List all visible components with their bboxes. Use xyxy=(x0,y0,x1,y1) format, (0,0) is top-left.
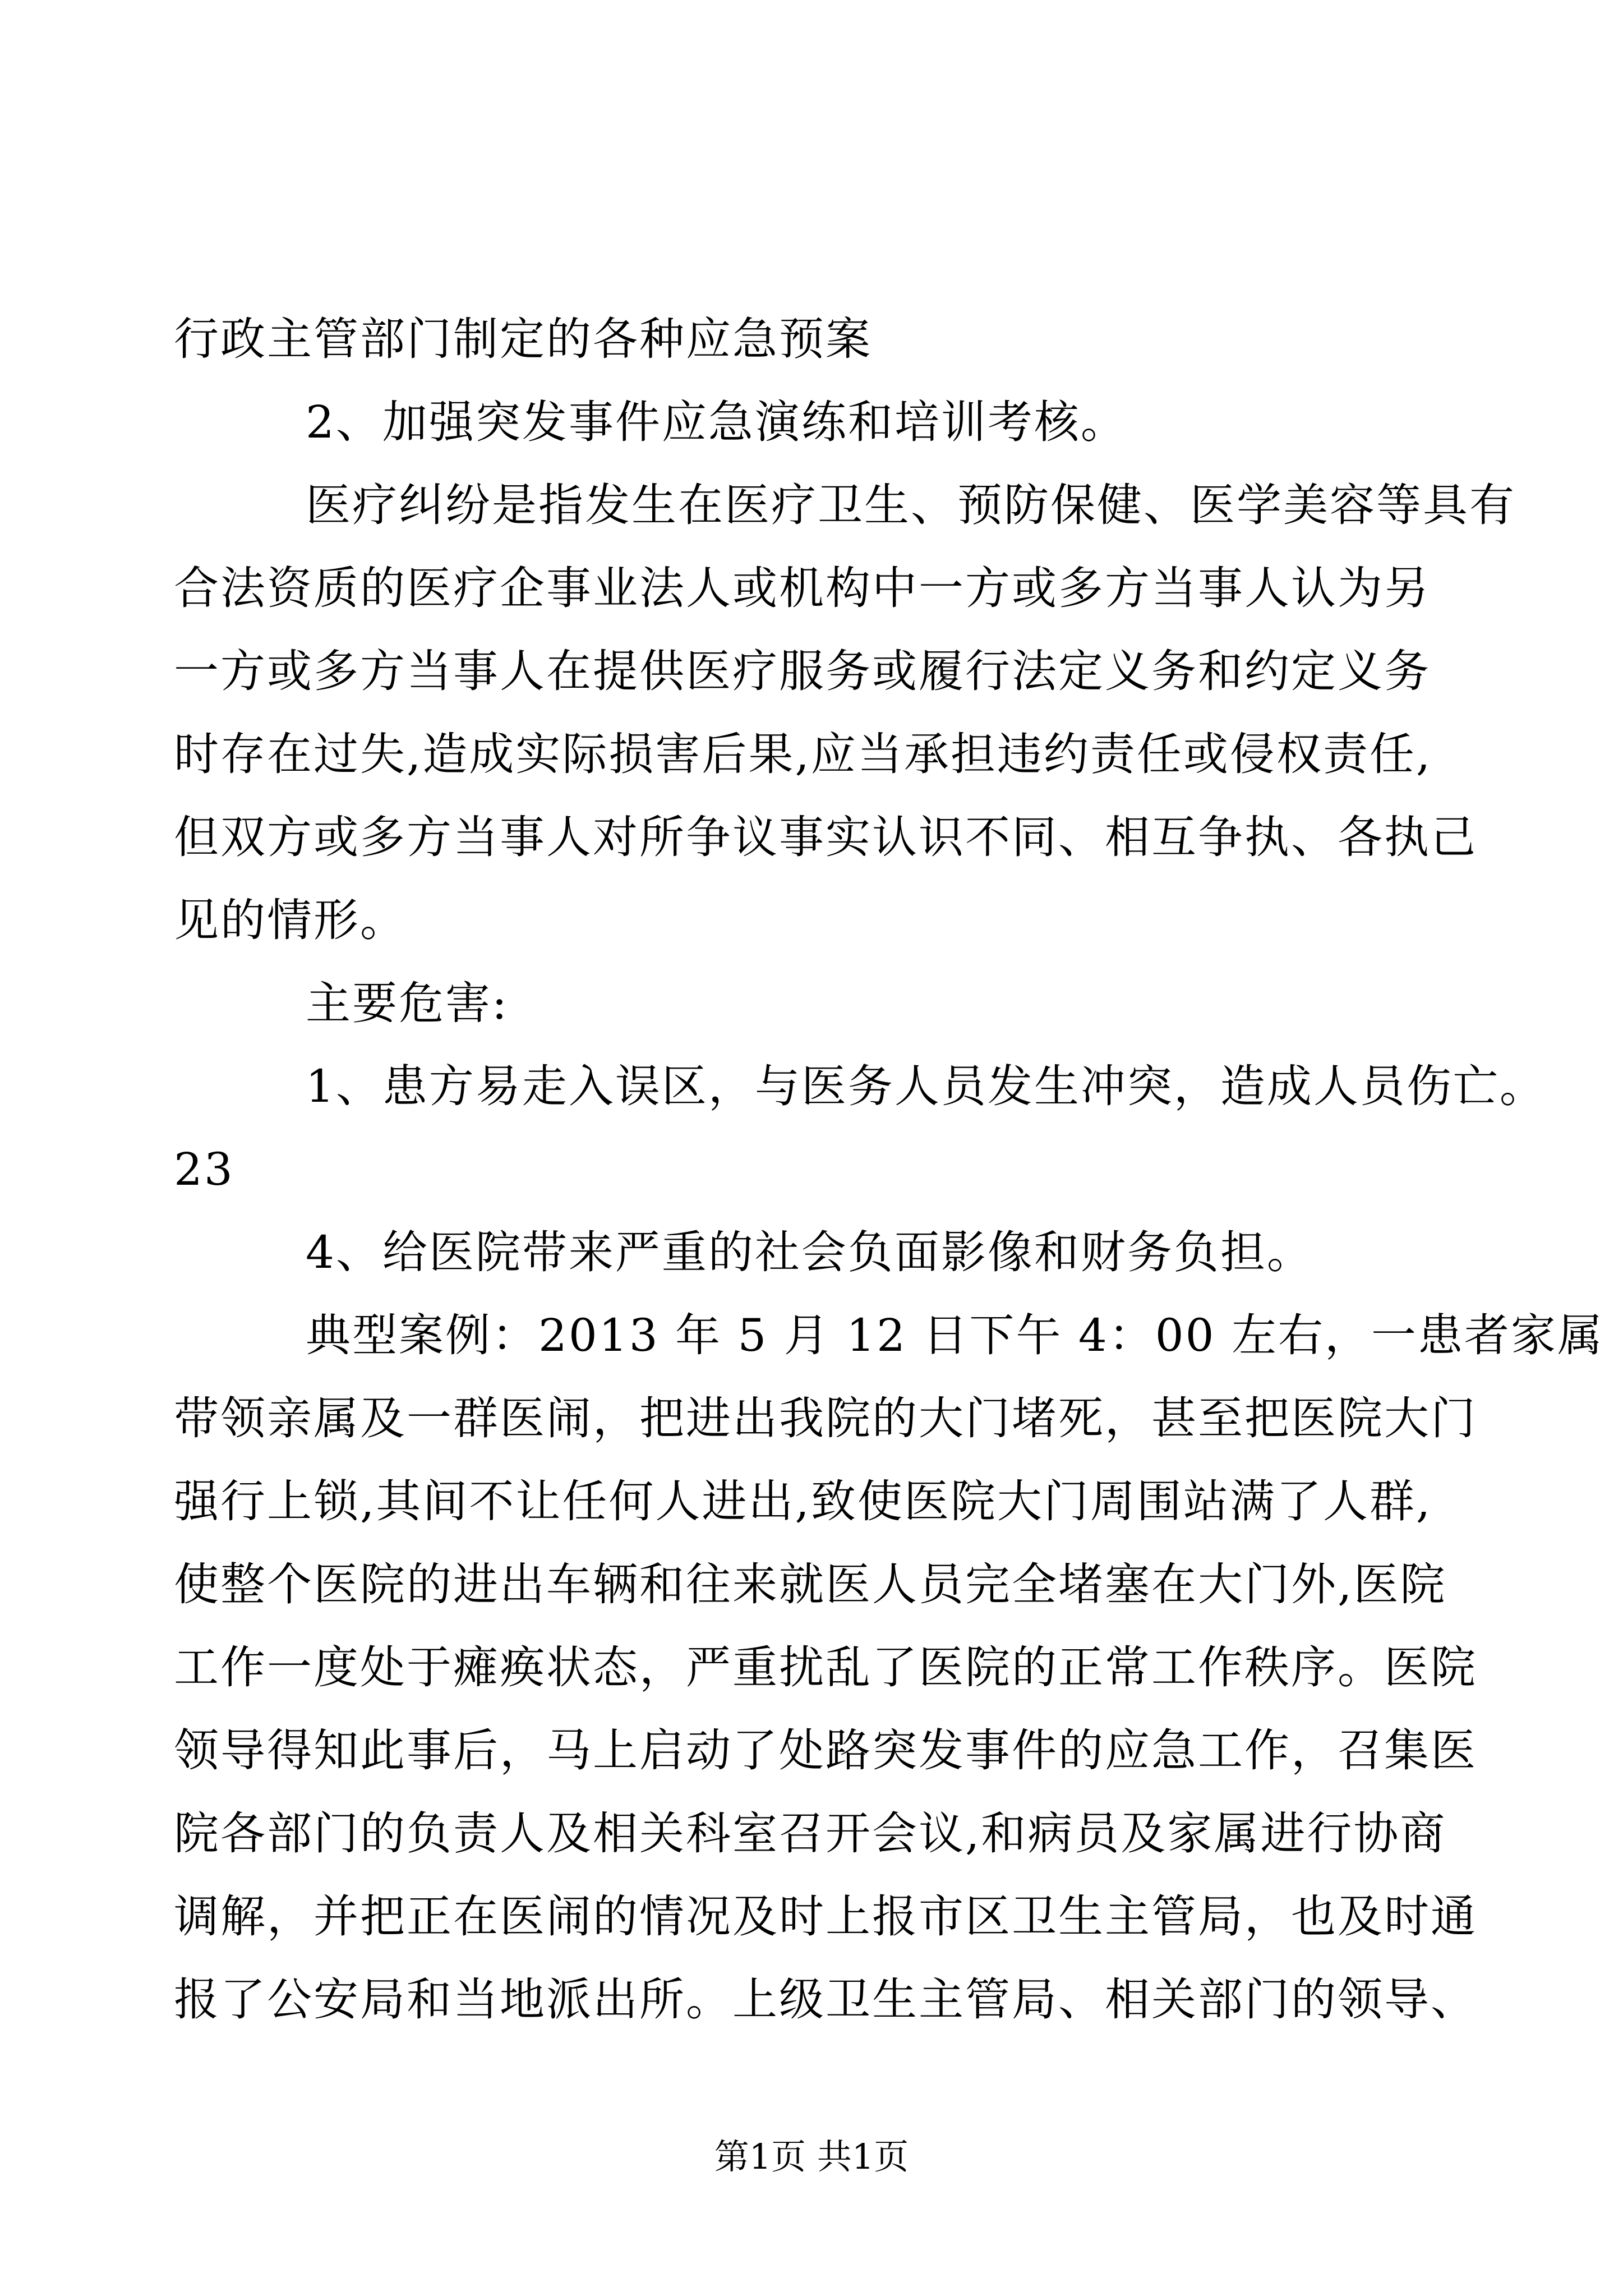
text-line: 带领亲属及一群医闹，把进出我院的大门堵死，甚至把医院大门 xyxy=(174,1392,1477,1444)
text-line: 领导得知此事后，马上启动了处路突发事件的应急工作，召集医 xyxy=(174,1724,1477,1777)
text-line: 23 xyxy=(174,1143,234,1195)
text-line: 行政主管部门制定的各种应急预案 xyxy=(174,313,872,365)
text-line: 4、给医院带来严重的社会负面影像和财务负担。 xyxy=(306,1226,1313,1278)
text-line: 时存在过失,造成实际损害后果,应当承担违约责任或侵权责任, xyxy=(174,728,1432,780)
page-footer: 第1页 共1页 xyxy=(714,2136,909,2177)
text-line: 合法资质的医疗企事业法人或机构中一方或多方当事人认为另 xyxy=(174,562,1431,614)
text-line: 工作一度处于瘫痪状态，严重扰乱了医院的正常工作秩序。医院 xyxy=(174,1641,1477,1694)
text-line: 使整个医院的进出车辆和往来就医人员完全堵塞在大门外,医院 xyxy=(174,1558,1447,1611)
text-line: 但双方或多方当事人对所争议事实认识不同、相互争执、各执己 xyxy=(174,811,1477,863)
body-text xyxy=(174,298,1604,2041)
text-line: 一方或多方当事人在提供医疗服务或履行法定义务和约定义务 xyxy=(174,645,1431,697)
text-line: 报了公安局和当地派出所。上级卫生主管局、相关部门的领导、 xyxy=(174,1973,1477,2026)
text-line: 主要危害: xyxy=(306,977,509,1029)
text-line: 见的情形。 xyxy=(174,894,407,946)
text-line: 1、患方易走入误区，与医务人员发生冲突，造成人员伤亡。 xyxy=(306,1060,1546,1112)
text-line: 2、加强突发事件应急演练和培训考核。 xyxy=(306,396,1127,448)
text-line: 典型案例：2013 年 5 月 12 日下午 4：00 左右，一患者家属 xyxy=(306,1309,1604,1361)
text-line: 医疗纠纷是指发生在医疗卫生、预防保健、医学美容等具有 xyxy=(306,479,1516,531)
text-line: 强行上锁,其间不让任何人进出,致使医院大门周围站满了人群, xyxy=(174,1475,1432,1527)
text-line: 院各部门的负责人及相关科室召开会议,和病员及家属进行协商 xyxy=(174,1807,1447,1860)
text-line: 调解，并把正在医闹的情况及时上报市区卫生主管局，也及时通 xyxy=(174,1890,1477,1943)
